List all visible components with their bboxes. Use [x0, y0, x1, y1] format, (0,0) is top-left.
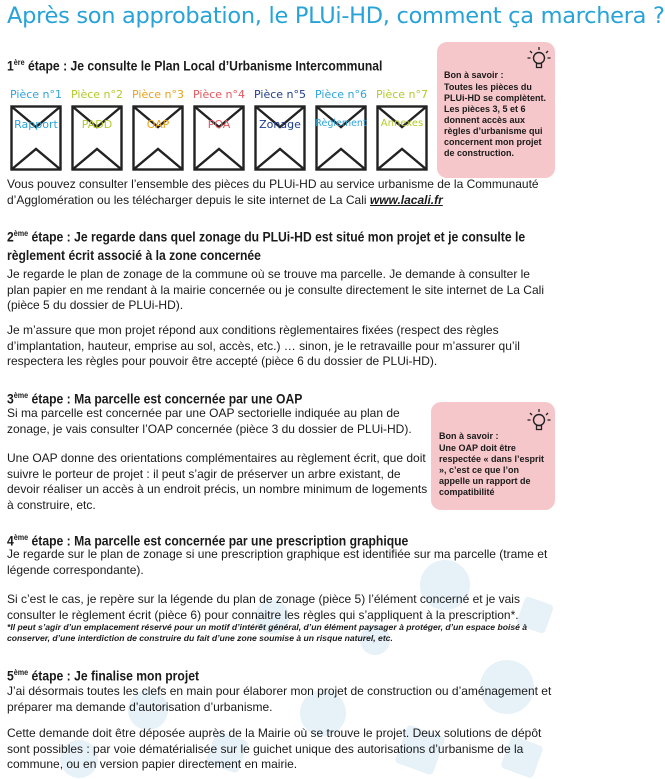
step3-title: 3ème étape : Ma parcelle est concernée par une OAP [7, 391, 303, 407]
step1-title: 1ère étape : Je consulte le Plan Local d’Urbanisme Intercommunal [7, 58, 383, 74]
tip-box-1 [437, 42, 555, 178]
step4-paragraph-2: Si c’est le cas, je repère sur la légende du plan de zonage (pièce 5) l’élément concerné et je vais consulter le règlement écrit (pièce 6) pour connaitre les règles qui s’appliquent à la prescription*. [7, 592, 520, 622]
lacali-link[interactable]: www.lacali.fr [369, 192, 443, 207]
document-envelope-icon [254, 105, 306, 171]
step2-paragraph-1: Je regarde le plan de zonage de la commune où se trouve ma parcelle. Je demande à consulter le plan papier en me rendant à la mairie concernée ou je consulte directement le site internet de La Cali (pièce 5 du dossier de PLUi-HD). [7, 267, 544, 312]
tip1-text: Toutes les pièces du PLUi-HD se complètent. Les pièces 3, 5 et 6 donnent accès aux règles d’urbanisme qui concernent mon projet de construction. [444, 82, 547, 158]
tip2-text: Une OAP doit être respectée « dans l’esprit », c’est ce que l’on appelle un rapport de compatibilité [439, 443, 545, 497]
step5-paragraph-2: Cette demande doit être déposée auprès de la Mairie où se trouve le projet. Deux solutions de dépôt sont possibles : par voie dématérialisée sur le guichet unique des autorisations d’urbanisme de la commune, ou en version papier directement en mairie. [7, 726, 542, 771]
step4-paragraph-1: Je regarde sur le plan de zonage si une prescription graphique est identifiée sur ma parcelle (trame et légende correspondante). [7, 547, 548, 577]
piece-name: PADD [81, 118, 113, 131]
piece-label: Pièce n°6 [315, 88, 367, 101]
step2-paragraph-2: Je m’assure que mon projet répond aux conditions règlementaires fixées (respect des règles d’implantation, hauteur, emprise au sol, accès, etc.) … sinon, je le retravaille pour m’assurer qu’il respectera les règles pour pouvoir être accepté (pièce 6 du dossier de PLUi-HD). [7, 323, 520, 368]
step3-paragraph-2: Une OAP donne des orientations complémentaires au règlement écrit, que doit suivre le porteur de projet : il peut s’agir de préserver un arbre existant, de devoir réaliser un accès à un endroit précis, un nombre minimum de logements à construire, etc. [7, 451, 428, 512]
document-envelope-icon [10, 105, 62, 171]
piece-7[interactable] [373, 88, 431, 176]
document-envelope-icon [132, 105, 184, 171]
piece-4[interactable] [190, 88, 248, 176]
piece-label: Pièce n°5 [254, 88, 306, 101]
piece-2[interactable] [68, 88, 126, 176]
tip1-heading: Bon à savoir : [444, 70, 504, 80]
document-envelope-icon [193, 105, 245, 171]
piece-label: Pièce n°4 [193, 88, 245, 101]
tip2-heading: Bon à savoir : [439, 431, 499, 441]
piece-name: POA [207, 118, 231, 131]
page-title: Après son approbation, le PLUi-HD, comment ça marchera ? [7, 3, 665, 29]
piece-3[interactable] [129, 88, 187, 176]
step4-footnote: *Il peut s’agir d’un emplacement réservé pour un motif d’intérêt général, d’un élément paysager à protéger, d’un espace boisé à conserver, d’une interdiction de construire du fait d’une zone soumise à un risque naturel, etc. [7, 622, 528, 643]
piece-name: Zonage [259, 118, 301, 131]
step5-title: 5ème étape : Je finalise mon projet [7, 668, 200, 684]
document-envelope-icon [71, 105, 123, 171]
piece-label: Pièce n°3 [132, 88, 184, 101]
piece-name: Règlement [315, 118, 367, 129]
piece-6[interactable] [312, 88, 370, 176]
piece-name: Annexes [380, 118, 424, 129]
document-envelope-icon [376, 105, 428, 171]
step1-text: Vous pouvez consulter l’ensemble des pièces du PLUi-HD au service urbanisme de la Communauté d’Agglomération ou les télécharger depuis le site internet de La Cali www.lacali.fr [7, 177, 539, 207]
tip-box-2 [431, 402, 555, 510]
piece-5[interactable] [251, 88, 309, 176]
step3-paragraph-1: Si ma parcelle est concernée par une OAP sectorielle indiquée au plan de zonage, je vais consulter l’OAP concernée (pièce 3 du dossier de PLUi-HD). [7, 406, 412, 436]
piece-1[interactable] [7, 88, 65, 176]
piece-name: OAP [146, 118, 170, 131]
step4-title: 4ème étape : Ma parcelle est concernée par une prescription graphique [7, 533, 409, 549]
piece-label: Pièce n°1 [10, 88, 62, 101]
step2-title: 2ème étape : Je regarde dans quel zonage du PLUi-HD est situé mon projet et je consulte le règlement écrit associé à la zone concernée [7, 229, 526, 263]
step5-paragraph-1: J’ai désormais toutes les clefs en main pour élaborer mon projet de construction ou d’aménagement et préparer ma demande d’autorisation d’urbanisme. [7, 684, 552, 714]
document-envelope-icon [315, 105, 367, 171]
piece-label: Pièce n°2 [71, 88, 123, 101]
piece-label: Pièce n°7 [376, 88, 428, 101]
plu-pieces-list [7, 88, 432, 176]
piece-name: Rapport [14, 118, 58, 131]
lightbulb-icon [527, 46, 551, 72]
